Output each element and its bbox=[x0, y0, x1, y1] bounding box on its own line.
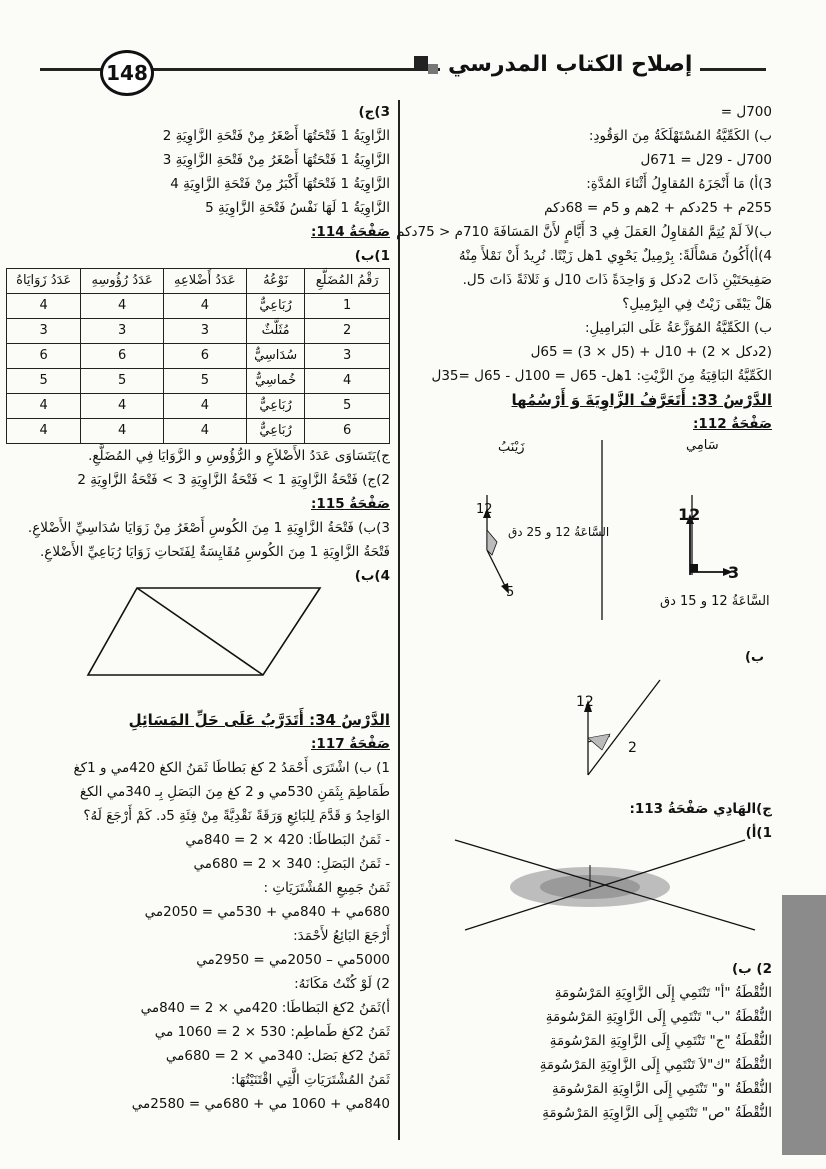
clock-angles-figure bbox=[412, 440, 772, 680]
crossing-line-2 bbox=[465, 840, 745, 930]
table-cell: 6 bbox=[81, 344, 163, 369]
text-line: ج)يَتَسَاوَى عَدَدُ الأَضْلاَعِ و الرُّؤُوسِ و الزَّوَايَا فِي المُضَلَّعِ. bbox=[88, 448, 390, 464]
page-117-lines bbox=[8, 756, 390, 1116]
table-cell: رُبَاعِيٌّ bbox=[246, 419, 304, 444]
point-statement: النُّقْطَةُ "ك"لاَ تَنْتَمِي إِلَى الزَّاوِيَةِ المَرْسُومَةِ bbox=[539, 1057, 772, 1073]
fig-b-label-2: 2 bbox=[628, 740, 637, 756]
point-statement: النُّقْطَةُ "ص" تَنْتَمِي إِلَى الزَّاوِيَةِ المَرْسُومَةِ bbox=[542, 1105, 772, 1121]
text-line: أَرْجَعَ البَائِعُ لأَحْمَدَ: bbox=[293, 928, 390, 944]
question-2b-label: 2) ب) bbox=[731, 961, 772, 977]
text-line: هَلْ يَبْقَى زَيْتٌ فِي البِرْمِيلِ؟ bbox=[622, 296, 772, 312]
text-line: ثَمَنُ 2كغ بَصَل: 340مي × 2 = 680مي bbox=[165, 1048, 390, 1064]
crossing-angle-figure bbox=[455, 835, 775, 935]
angle-shade bbox=[588, 734, 610, 750]
table-cell: 4 bbox=[81, 294, 163, 319]
table-row bbox=[7, 419, 390, 444]
header-decoration bbox=[414, 56, 428, 70]
text-line: - ثَمَنُ البَطاطَا: 420 × 2 = 840مي bbox=[185, 832, 390, 848]
right-angle-marker bbox=[690, 564, 698, 572]
clock-2-hand-5 bbox=[487, 550, 507, 590]
fig-b-label-12: 12 bbox=[576, 694, 594, 710]
text-line: 840مي + 1060 مي + 680مي = 2580مي bbox=[131, 1096, 390, 1112]
text-line: الزَّاوِيَةُ 1 لَهَا نَفْسُ فَتْحَةِ الزَّاوِيَةِ 5 bbox=[205, 200, 390, 216]
angle-b-ray-slanted bbox=[588, 680, 660, 775]
page-115-heading: صَفْحَةُ 115: bbox=[311, 496, 390, 512]
text-line: الزَّاوِيَةُ 1 فَتْحَتُهَا أَصْغَرُ مِنْ فَتْحَةِ الزَّاوِيَةِ 3 bbox=[162, 152, 390, 168]
text-line: ثَمَنُ 2كغ طَماطِم: 530 × 2 = 1060 مي bbox=[154, 1024, 390, 1040]
clock-2-caption: السَّاعَةُ 12 و 25 دق bbox=[508, 525, 610, 539]
table-cell: 3 bbox=[81, 319, 163, 344]
question-2b-block bbox=[410, 957, 772, 1125]
table-cell: 6 bbox=[7, 344, 81, 369]
table-cell: سُدَاسِيٌّ bbox=[246, 344, 304, 369]
text-line: الزَّاوِيَةُ 1 فَتْحَتُهَا أَصْغَرُ مِنْ فَتْحَةِ الزَّاوِيَةِ 2 bbox=[162, 128, 390, 144]
point-statement: النُّقْطَةُ "و" تَنْتَمِي إِلَى الزَّاوِيَةِ المَرْسُومَةِ bbox=[551, 1081, 772, 1097]
quadrilateral-outline bbox=[88, 588, 320, 675]
text-line: ثَمَنُ المُشْتَرَيَاتِ الَّتِي اقْتَنَيْتُهَا: bbox=[230, 1072, 390, 1088]
table-cell: 4 bbox=[81, 419, 163, 444]
text-line: 1) ب) اشْتَرَى أَحْمَدُ 2 كغ بَطاطَا ثَمَنُ الكغ 420مي و 1كغ bbox=[73, 760, 390, 776]
page-117-heading: صَفْحَةُ 117: bbox=[311, 736, 390, 752]
table-header-cell: عَدَدُ أَضْلاعِهِ bbox=[163, 269, 246, 294]
page-113-heading: ج)الهَادِي صَفْحَةُ 113: bbox=[629, 801, 772, 817]
table-row bbox=[7, 344, 390, 369]
text-line: أ)ثَمَنُ 2كغ البَطاطَا: 420مي × 2 = 840مي bbox=[140, 1000, 390, 1016]
clock-1-label-12: 12 bbox=[678, 505, 701, 524]
page-115-block bbox=[8, 516, 390, 588]
table-header-cell: عَدَدُ زَوَايَاهُ bbox=[7, 269, 81, 294]
text-line: 4)ب) bbox=[354, 568, 390, 584]
table-cell: 5 bbox=[305, 394, 390, 419]
clock-2-label-5: 5 bbox=[506, 585, 515, 600]
table-cell: 4 bbox=[163, 294, 246, 319]
table-row bbox=[7, 394, 390, 419]
page-title: إصلاح الكتاب المدرسي bbox=[440, 52, 700, 77]
text-line: ب) الكَمِّيَّةُ المُوَزَّعَةُ عَلَى البَرامِيلِ: bbox=[584, 320, 772, 336]
table-cell: 4 bbox=[163, 419, 246, 444]
table-cell: رُبَاعِيٌّ bbox=[246, 394, 304, 419]
text-line: 3)ب) فَتْحَةُ الزَّاوِيَةِ 1 مِنَ الكُوسِ أَصْغَرُ مِنْ زَوَايَا سُدَاسِيِّ الأَضْلاعِ. bbox=[27, 520, 390, 536]
polygons-table bbox=[6, 268, 390, 444]
text-line: 2)ج) فَتْحَةُ الزَّاوِيَةِ 1 > فَتْحَةُ الزَّاوِيَةِ 3 > فَتْحَةُ الزَّاوِيَةِ 2 bbox=[77, 472, 390, 488]
point-statement: النُّقْطَةُ "ب" تَنْتَمِي إِلَى الزَّاوِيَةِ المَرْسُومَةِ bbox=[545, 1009, 772, 1025]
table-header-cell: عَدَدُ رُؤُوسِهِ bbox=[81, 269, 163, 294]
table-cell: 4 bbox=[81, 394, 163, 419]
text-line: ثَمَنُ جَمِيعِ المُشْتَرَيَاتِ : bbox=[263, 880, 390, 896]
text-line: 3)ج) bbox=[358, 104, 390, 120]
table-cell: 4 bbox=[7, 419, 81, 444]
table-cell: 5 bbox=[81, 369, 163, 394]
text-line: 700ل - 29ل = 671ل bbox=[640, 152, 772, 168]
table-cell: 3 bbox=[7, 319, 81, 344]
clock-1-name: سَامِي bbox=[686, 438, 719, 453]
text-line: 5000مي – 2050مي = 2950مي bbox=[196, 952, 390, 968]
text-line: 700ل = bbox=[720, 104, 772, 120]
text-line: صَفِيحَتَيْنِ ذَاتَ 2دكل وَ وَاحِدَةً ذَاتَ 10ل وَ ثَلاثَةً ذَاتَ 5ل. bbox=[462, 272, 772, 288]
part-b-label: ب) bbox=[745, 650, 765, 665]
header-decoration bbox=[428, 64, 438, 74]
table-cell: 6 bbox=[305, 419, 390, 444]
column-divider bbox=[398, 100, 400, 1140]
table-header-cell: رَقْمُ المُضَلَّعِ bbox=[305, 269, 390, 294]
table-cell: 4 bbox=[7, 394, 81, 419]
table-cell: 1 bbox=[305, 294, 390, 319]
text-line: فَتْحَةُ الزَّاوِيَةِ 1 مِنَ الكُوسِ مُقَايِسَةٌ لِفَتَحاتِ زَوَايَا رُبَاعِيِّ الأَضْلاعِ. bbox=[40, 544, 390, 560]
clock-2-name: زَيْنَبُ bbox=[498, 440, 525, 455]
left-column bbox=[8, 100, 390, 588]
text-line: ب) الكَمِّيَّةُ المُسْتَهْلَكَةُ مِنَ الوَقُودِ: bbox=[588, 128, 772, 144]
table-row bbox=[7, 369, 390, 394]
question-1a-label: 1)أ) bbox=[745, 825, 772, 841]
text-line: ب)لاَ لَمْ يُتِمَّ المُقاوِلُ العَمَلَ فِي 3 أَيَّامٍ لأَنَّ المَسَافَةَ 710م < 75دكم bbox=[396, 224, 772, 240]
text-line: (2دكل × 2) + 10ل + (5ل × 3) = 65ل bbox=[530, 344, 772, 360]
table-cell: 5 bbox=[7, 369, 81, 394]
text-line: 4)أ)أَكُونُ مَسْأَلَةً: بِرْمِيلٌ يَحْوِي 1هل زَيْتًا. نُرِيدُ أَنْ نَمْلأَ مِنْهُ bbox=[458, 248, 772, 264]
text-line: الزَّاوِيَةُ 1 فَتْحَتُهَا أَكْبَرُ مِنْ فَتْحَةِ الزَّاوِيَةِ 4 bbox=[170, 176, 390, 192]
table-cell: 6 bbox=[163, 344, 246, 369]
table-cell: 5 bbox=[163, 369, 246, 394]
quadrilateral-figure bbox=[85, 585, 325, 680]
angle-arc-marker bbox=[487, 530, 497, 555]
table-cell: خُماسِيٌّ bbox=[246, 369, 304, 394]
edge-tab bbox=[782, 895, 826, 1155]
text-line: 255م + 25دكم + 2هم و 5م = 68دكم bbox=[544, 200, 772, 216]
table-cell: رُبَاعِيٌّ bbox=[246, 294, 304, 319]
page-number: 148 bbox=[100, 50, 154, 96]
table-header-cell: نَوْعُهُ bbox=[246, 269, 304, 294]
table-cell: 4 bbox=[305, 369, 390, 394]
left-top-block bbox=[8, 100, 390, 220]
text-line: طَمَاطِمَ بِثَمَنِ 530مي و 2 كغ مِنَ البَصَلِ بِـ 340مي الكغ bbox=[79, 784, 390, 800]
table-cell: 2 bbox=[305, 319, 390, 344]
page-112-heading: صَفْحَةُ 112: bbox=[693, 416, 772, 432]
question-1b-label: 1)ب) bbox=[354, 248, 390, 264]
clock-2-label-12: 12 bbox=[476, 502, 493, 517]
text-line: 3)أ) مَا أَنْجَزَهُ المُقاوِلُ أَثْنَاءَ المُدَّةِ: bbox=[586, 176, 772, 192]
table-row bbox=[7, 294, 390, 319]
lesson-34-title: الدَّرْسُ 34: أَتَدَرَّبُ عَلَى حَلِّ المَسَائِلِ bbox=[128, 711, 390, 729]
clock-1-caption: السَّاعَةُ 12 و 15 دق bbox=[660, 594, 770, 609]
table-cell: 4 bbox=[163, 394, 246, 419]
clock-1-label-3: 3 bbox=[728, 563, 740, 582]
angle-figure-b bbox=[560, 670, 700, 790]
table-cell: مُثَلَّثٌ bbox=[246, 319, 304, 344]
right-text-block bbox=[396, 100, 772, 388]
text-line: الوَاحِدُ وَ قَدَّمَ لِلبَائِعِ وَرَقَةً نَقْدِيَّةً مِنْ فِئَةِ 5د. كَمْ أَرْجَعَ لَهُ؟ bbox=[83, 808, 390, 824]
table-cell: 3 bbox=[305, 344, 390, 369]
lesson-33-title: الدَّرْسُ 33: أَتَعَرَّفُ الزَّاوِيَةَ وَ أَرْسُمُها bbox=[511, 391, 772, 409]
text-line: 2) لَوْ كُنْتُ مَكَانَهُ: bbox=[294, 976, 390, 992]
after-table-block bbox=[8, 444, 390, 492]
page-114-heading: صَفْحَةُ 114: bbox=[311, 224, 390, 240]
points-list bbox=[410, 981, 772, 1125]
text-line: - ثَمَنُ البَصَلِ: 340 × 2 = 680مي bbox=[193, 856, 390, 872]
text-line: الكَمِّيَّةُ البَاقِيَةُ مِنَ الزَّيْتِ: 1هل- 65ل = 100ل - 65ل =35ل bbox=[431, 368, 772, 384]
table-cell: 4 bbox=[7, 294, 81, 319]
table-row bbox=[7, 319, 390, 344]
point-statement: النُّقْطَةُ "ج" تَنْتَمِي إِلَى الزَّاوِيَةِ المَرْسُومَةِ bbox=[549, 1033, 772, 1049]
text-line: 680مي + 840مي + 530مي = 2050مي bbox=[144, 904, 390, 920]
quadrilateral-diagonal bbox=[137, 588, 263, 675]
lesson-34-block bbox=[8, 708, 390, 1116]
table-cell: 3 bbox=[163, 319, 246, 344]
right-column bbox=[396, 100, 772, 436]
point-statement: النُّقْطَةُ "أ" تَنْتَمِي إِلَى الزَّاوِيَةِ المَرْسُومَةِ bbox=[554, 985, 772, 1001]
